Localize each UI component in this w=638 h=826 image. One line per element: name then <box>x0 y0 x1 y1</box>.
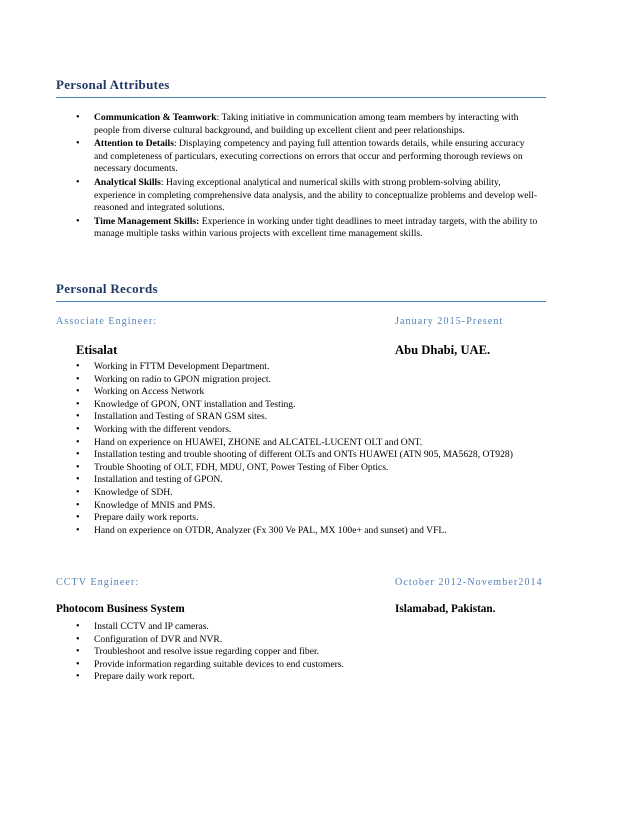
job-location: Abu Dhabi, UAE. <box>395 343 491 357</box>
job-title: Associate Engineer: <box>56 316 158 327</box>
bullet-icon: • <box>76 436 80 448</box>
employer-name: Etisalat <box>76 343 118 357</box>
duty-text: Working in FTTM Development Department. <box>94 361 270 372</box>
duty-text: Installation and Testing of SRAN GSM sites. <box>94 411 268 423</box>
duty-text: Trouble Shooting of OLT, FDH, MDU, ONT, Power Testing of Fiber Optics. <box>94 461 389 473</box>
attribute-title: Analytical Skills <box>94 176 161 188</box>
duty-text: Knowledge of GPON, ONT installation and Testing. <box>94 398 296 410</box>
attribute-text: Displaying competency and paying full attention towards details, while ensuring accuracy and completeness of particulars, executing corrections on errors that occur and performing thorough reviews on necessary documents. <box>94 138 525 175</box>
bullet-icon: • <box>76 499 80 511</box>
bullet-icon: • <box>76 512 80 524</box>
duty-item <box>56 621 534 634</box>
employer-name: Photocom Business System <box>56 603 185 615</box>
bullet-icon: • <box>76 633 80 645</box>
duty-text: Installation testing and trouble shooting of different OLTs and ONTs HUAWEI (ATN 905, MA5628, OT928) <box>94 449 513 461</box>
bullet-icon: • <box>76 671 80 683</box>
attribute-title: Communication & Teamwork <box>94 112 217 123</box>
duty-text: Provide information regarding suitable devices to end customers. <box>94 658 344 670</box>
bullet-icon: • <box>76 449 80 461</box>
duty-item <box>56 659 534 672</box>
attribute-sep: : <box>173 138 177 150</box>
duty-item <box>56 462 534 475</box>
attribute-title: Attention to Details <box>94 138 174 150</box>
attribute-title: Time Management Skills: <box>94 215 200 227</box>
duties-list <box>56 621 534 684</box>
duty-text: Install CCTV and IP cameras. <box>94 621 209 632</box>
duty-text: Prepare daily work report. <box>94 671 195 683</box>
bullet-icon: • <box>76 461 80 473</box>
duty-item <box>56 386 534 399</box>
duty-text: Hand on experience on HUAWEI, ZHONE and ALCATEL-LUCENT OLT and ONT. <box>94 436 423 448</box>
personal-records-heading: Personal Records <box>56 281 546 302</box>
bullet-icon: • <box>76 646 80 658</box>
bullet-icon: • <box>76 373 80 385</box>
bullet-icon: • <box>76 386 80 398</box>
attribute-sep: : <box>160 176 164 188</box>
bullet-icon: • <box>76 486 80 498</box>
duty-item <box>56 487 534 500</box>
attribute-text: Taking initiative in communication among team members by interacting with people from diverse cultural background, and building up excellent client and peer relationships. <box>94 112 519 136</box>
duty-item <box>56 411 534 424</box>
duty-item <box>56 525 534 538</box>
attributes-list <box>56 112 539 242</box>
attribute-item <box>56 112 539 137</box>
duty-item <box>56 512 534 525</box>
bullet-icon: • <box>76 361 80 372</box>
duty-text: Working with the different vendors. <box>94 423 232 435</box>
bullet-icon: • <box>76 621 80 632</box>
duty-text: Installation and testing of GPON. <box>94 474 223 486</box>
bullet-icon: • <box>76 215 80 227</box>
duty-item <box>56 646 534 659</box>
duty-text: Troubleshoot and resolve issue regarding copper and fiber. <box>94 646 320 658</box>
attribute-text: Having exceptional analytical and numerical skills with strong problem-solving ability, experience in completing comprehensive data analysis, and the ability to conceptualize problems and develop well-reasoned and integrated solutions. <box>94 176 538 214</box>
duty-text: Working on Access Network <box>94 386 205 398</box>
duty-item <box>56 424 534 437</box>
bullet-icon: • <box>76 658 80 670</box>
duty-text: Configuration of DVR and NVR. <box>94 633 223 645</box>
duty-item <box>56 437 534 450</box>
job-location: Islamabad, Pakistan. <box>395 603 496 615</box>
bullet-icon: • <box>76 423 80 435</box>
duty-item <box>56 634 534 647</box>
bullet-icon: • <box>76 474 80 486</box>
bullet-icon: • <box>76 398 80 410</box>
duty-text: Knowledge of SDH. <box>94 486 173 498</box>
job-period: October 2012-November2014 <box>395 577 543 588</box>
attribute-text: Experience in working under tight deadlines to meet intraday targets, with the ability to manage multiple tasks within various projects with excellent time management skills. <box>94 215 538 240</box>
bullet-icon: • <box>76 176 80 188</box>
duty-item <box>56 361 534 374</box>
bullet-icon: • <box>76 411 80 423</box>
duty-item <box>56 500 534 513</box>
bullet-icon: • <box>76 138 80 150</box>
attribute-sep: : <box>216 112 220 123</box>
bullet-icon: • <box>76 112 80 123</box>
attribute-item <box>56 177 539 215</box>
duty-item <box>56 474 534 487</box>
duty-item <box>56 374 534 387</box>
attribute-item <box>56 138 539 176</box>
attribute-item <box>56 216 539 241</box>
duties-list <box>56 361 534 537</box>
job-title: CCTV Engineer: <box>56 577 140 588</box>
duty-text: Knowledge of MNIS and PMS. <box>94 499 216 511</box>
personal-attributes-heading: Personal Attributes <box>56 77 546 98</box>
duty-item <box>56 399 534 412</box>
duty-text: Working on radio to GPON migration project. <box>94 373 271 385</box>
duty-text: Hand on experience on OTDR, Analyzer (Fx 300 Ve PAL, MX 100e+ and sunset) and VFL. <box>94 524 447 536</box>
duty-item <box>56 671 534 684</box>
bullet-icon: • <box>76 524 80 536</box>
job-period: January 2015-Present <box>395 316 504 327</box>
duty-text: Prepare daily work reports. <box>94 512 199 524</box>
duty-item <box>56 449 534 462</box>
